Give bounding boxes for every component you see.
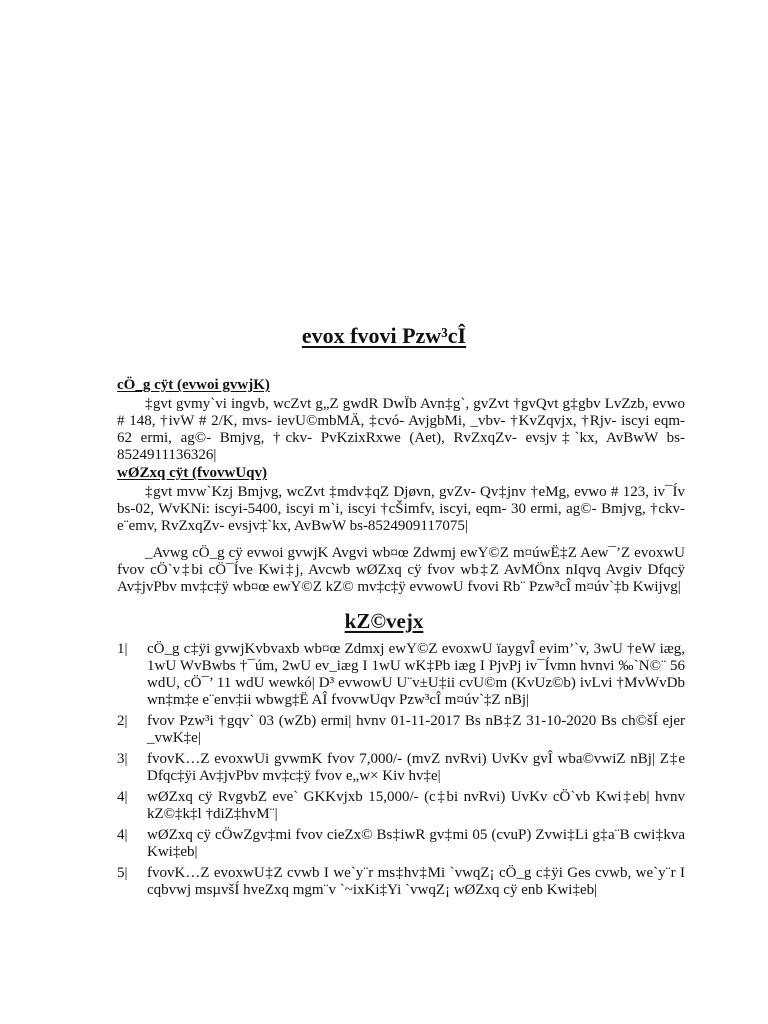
- term-number: 5|: [117, 865, 128, 881]
- terms-title: kZ©vejx: [344, 609, 424, 633]
- party-one-heading: cÖ_g cÿt (evwoi gvwjK): [117, 377, 270, 393]
- party-two-section: [117, 464, 685, 535]
- term-number: 2|: [117, 713, 128, 729]
- terms-list: [117, 641, 685, 899]
- term-number: 1|: [117, 641, 128, 657]
- party-two-details: ‡gvt mvw`Kzj Bmjvg, wcZvt ‡mdv‡qZ Djøvn, gvZv- Qv‡jnv †eMg, evwo # 123, iv¯Ív bs-02, WvKNi: iscyi-5400, iscyi m`i, iscyi †cŠimfv, iscyi, eqm- 30 ermi, ag©- Bmjvg, †ckv- e¨emv, RvZxqZv- evsjv‡`kx, AvBwW bs-8524909117075|: [117, 484, 685, 534]
- party-one-section: [117, 376, 685, 464]
- term-number: 4|: [117, 827, 128, 843]
- term-text: fvovK…Z evoxwUi gvwmK fvov 7,000/- (mvZ nvRvi) UvKv gvÎ wba©vwiZ nBj| Z‡e Dfqc‡ÿi Av‡jvPbv mv‡c‡ÿ fvov e„w× Kiv hv‡e|: [147, 751, 685, 784]
- term-text: fvovK…Z evoxwU‡Z cvwb I we`y¨r ms‡hv‡Mi `vwqZ¡ cÖ_g c‡ÿi Ges cvwb, we`y¨r I cqbvwj msµvšÍ hveZxq mgm¨v `~ixKi‡Yi `vwqZ¡ wØZxq cÿ enb Kwi‡eb|: [147, 865, 685, 898]
- term-number: 4|: [117, 789, 128, 805]
- term-item: [117, 789, 685, 823]
- document-title: evox fvovi Pzw³cÎ: [301, 323, 467, 348]
- term-text: fvov Pzw³i †gqv` 03 (wZb) ermi| hvnv 01-11-2017 Bs nB‡Z 31-10-2020 Bs ch©šÍ ejer _vwK‡e|: [147, 713, 685, 746]
- term-number: 3|: [117, 751, 128, 767]
- term-item: [117, 713, 685, 747]
- party-one-details: ‡gvt gvmy`vi ingvb, wcZvt g„Z gwdR DwÏb Avn‡g`, gvZvt †gvQvt g‡gbv LvZzb, evwo # 148, †ivW # 2/K, mvs- ievU©mbMÄ, ‡cvó- AvjgbMi, _vbv- †KvZqvjx, †Rjv- iscyi eqm- 62 ermi, ag©- Bmjvg, †ckv- PvKzixRxwe (Aet), RvZxqZv- evsjv‡`kx, AvBwW bs- 8524911136326|: [117, 396, 685, 463]
- term-text: wØZxq cÿ cÖwZgv‡mi fvov cieZx© Bs‡iwR gv‡mi 05 (cvuP) Zvwi‡Li g‡a¨B cwi‡kva Kwi‡eb|: [147, 827, 685, 860]
- term-item: [117, 751, 685, 785]
- party-two-heading: wØZxq cÿt (fvovwUqv): [117, 465, 267, 481]
- term-item: [117, 865, 685, 899]
- intro-paragraph: _Avwg cÖ_g cÿ evwoi gvwjK Avgvi wb¤œ Zdwmj ewY©Z m¤úwË‡Z Aew¯’Z evoxwU fvov cÖ`v‡bi cÖ¯Íve Kwi‡j, Avcwb wØZxq cÿ fvov wb‡Z AvMÖnx nIqvq Avgiv Dfqcÿ Av‡jvPbv mv‡c‡ÿ wb¤œ ewY©Z kZ© mv‡c‡ÿ evwowU fvovi Rb¨ Pzw³cÎ m¤úv`‡b Kwijvg|: [117, 545, 685, 595]
- term-item: [117, 641, 685, 709]
- term-text: cÖ_g c‡ÿi gvwjKvbvaxb wb¤œ Zdmxj ewY©Z evoxwU ïaygvÎ evim’`v, 3wU †eW iæg, 1wU WvBwbs †¯úm, 2wU ev_iæg I 1wU wK‡Pb iæg I PjvPj iv¯Ívmn hvnvi ‰`N©¨ 56 wdU, cÖ¯’ 11 wdU wewkó| D³ evwowU U¨v±U‡ii cvU©m (KvUz©b) ivLvi †MvWvDb wn‡m‡e e¨env‡ii wbwg‡Ë AÎ fvovwUqv Pzw³cÎ m¤úv`‡Z nBj|: [147, 641, 685, 708]
- intro-section: [117, 543, 685, 596]
- term-text: wØZxq cÿ RvgvbZ eve` GKKvjxb 15,000/- (c‡bi nvRvi) UvKv cÖ`vb Kwi‡eb| hvnv kZ©‡k‡l †diZ‡hvM¨|: [147, 789, 685, 822]
- term-item: [117, 827, 685, 861]
